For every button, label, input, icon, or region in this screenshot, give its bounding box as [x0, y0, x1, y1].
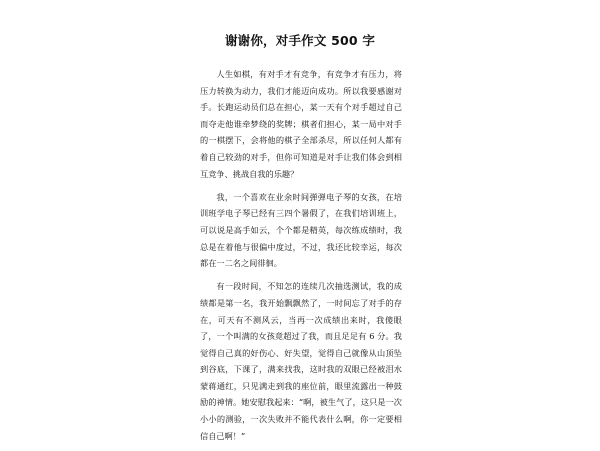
document-body: [200, 66, 402, 451]
paragraph: 人生如棋，有对手才有竞争，有竞争才有压力，将压力转换为动力，我们才能迈向成功。所以我要感谢对手。长跑运动员们总在担心，某一天有个对手超过自己而夺走他谁牵梦绕的奖牌；棋者们担心，某一局中对手的一棋摆下，会将他的棋子全部杀尽，所以任何人都有着自己较劲的对手，但你可知道是对手让我们体会到相互竞争、挑战自我的乐趣？: [200, 69, 402, 179]
document-title: 谢谢你，对手作文 500 字: [224, 33, 376, 48]
paragraph: 有一段时间，不知怎的连续几次抽选测试，我的成绩都是第一名，我开始飘飘然了，一时间忘了对手的存在，可天有不测风云，当再一次成绩出来时，我傻眼了，一个叫满的女孩竟超过了我，而且足足有 6 分。我觉得自己真的好伤心、好失望，觉得自己就像从山顶坠到谷底，下课了，满来找我，这时我的双眼已经被泪水蒙蒋通红，只见满走到我的座位前，眼里流露出一种鼓励的神情。她安慰我起来：“啊，被生气了，这只是一次小小的测验，一次失败并不能代表什么啊，你一定要相信自己啊！”: [200, 281, 402, 441]
paragraph: 我，一个喜欢在业余时间弹弹电子琴的女孩，在培训班学电子琴已经有三四个暑假了，在我们培训班上，可以说是高手如云，个个都是精英，每次练成绩时，我总是在着他与很偏中度过，不过，我还比较幸运，每次都在一二名之间徘徊。: [200, 191, 402, 269]
